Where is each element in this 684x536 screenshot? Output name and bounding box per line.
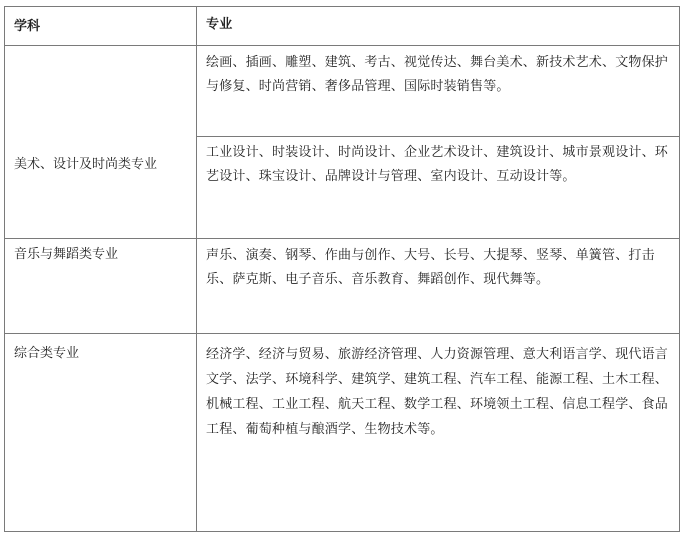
major-cell-comprehensive: 经济学、经济与贸易、旅游经济管理、人力资源管理、意大利语言学、现代语言文学、法学、环境科学、建筑学、建筑工程、汽车工程、能源工程、土木工程、机械工程、工业工程、航天工程、数学工程、环境领土工程、信息工程学、食品工程、葡萄种植与酿酒学、生物技术等。 bbox=[206, 347, 669, 437]
header-major: 专业 bbox=[206, 17, 233, 32]
majors-table bbox=[4, 6, 680, 532]
subject-cell-comprehensive: 综合类专业 bbox=[14, 346, 80, 361]
subject-cell-music-dance: 音乐与舞蹈类专业 bbox=[14, 247, 119, 262]
row-divider bbox=[5, 333, 679, 334]
subject-cell-art-design: 美术、设计及时尚类专业 bbox=[14, 157, 158, 172]
sub-row-divider bbox=[196, 136, 679, 137]
major-cell-art-1: 绘画、插画、雕塑、建筑、考古、视觉传达、舞台美术、新技术艺术、文物保护与修复、时尚营销、奢侈品管理、国际时装销售等。 bbox=[206, 55, 669, 94]
header-divider bbox=[5, 45, 679, 46]
major-cell-art-2: 工业设计、时装设计、时尚设计、企业艺术设计、建筑设计、城市景观设计、环艺设计、珠宝设计、品牌设计与管理、室内设计、互动设计等。 bbox=[206, 145, 669, 184]
row-divider bbox=[5, 238, 679, 239]
header-subject: 学科 bbox=[14, 19, 41, 34]
major-cell-music: 声乐、演奏、钢琴、作曲与创作、大号、长号、大提琴、竖琴、单簧管、打击乐、萨克斯、电子音乐、音乐教育、舞蹈创作、现代舞等。 bbox=[206, 248, 655, 287]
